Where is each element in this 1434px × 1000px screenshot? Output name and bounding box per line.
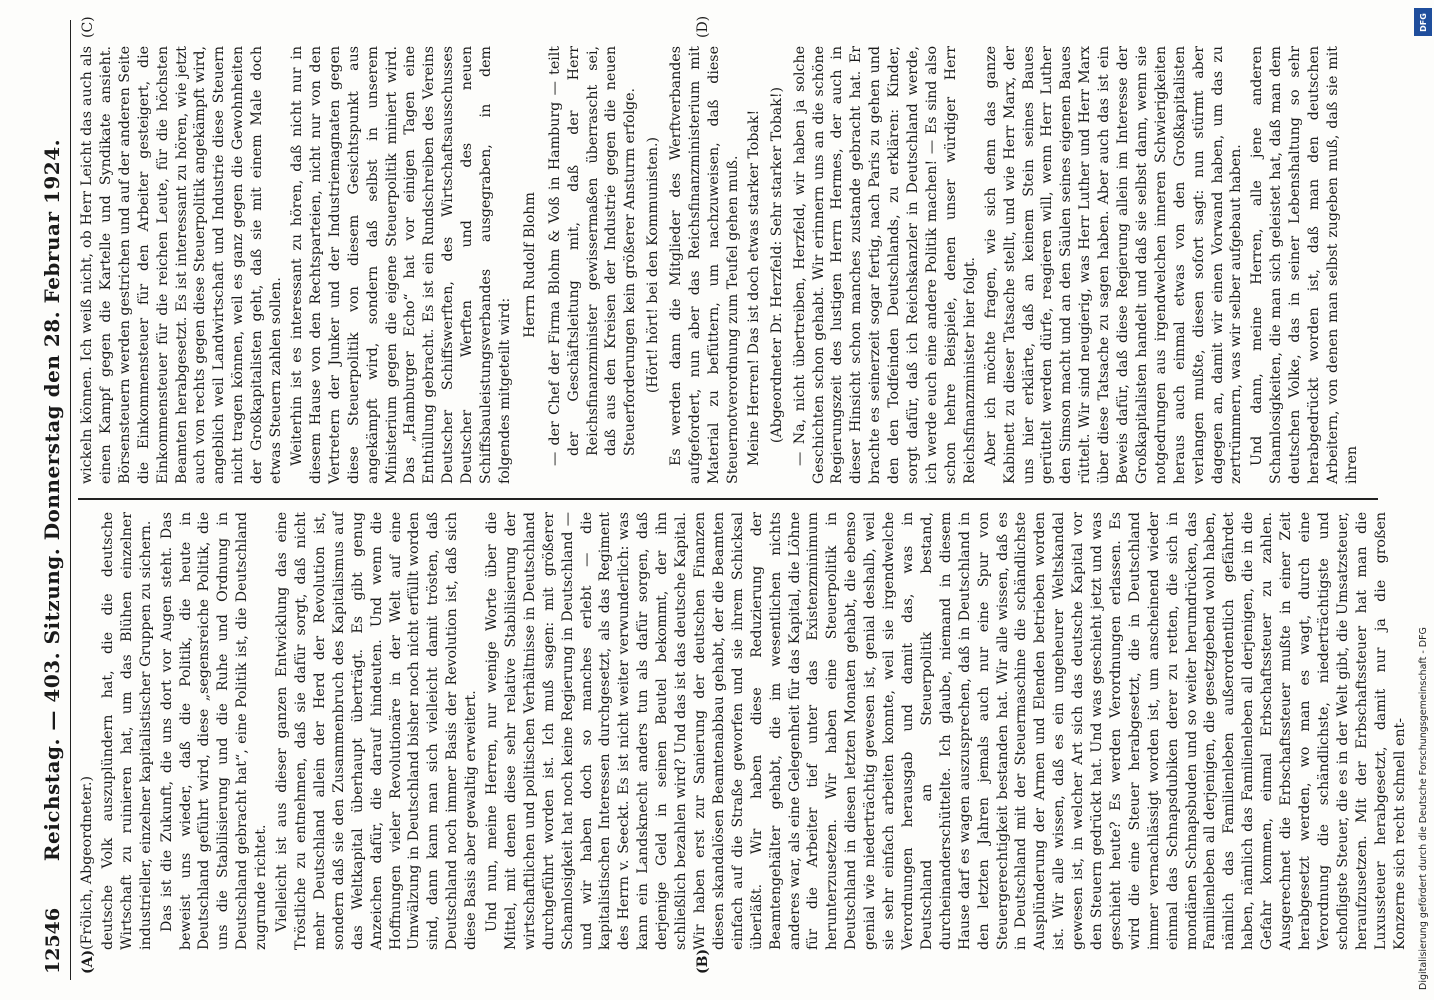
speaker-label: (Frölich, Abgeordneter.) — [79, 776, 95, 950]
interjection: (Hört! hört! bei den Kommunisten.) — [645, 136, 662, 394]
paragraph: wickeln können. Ich weiß nicht, ob Herr Leicht das auch als einen Kampf gegen die Kartelle und Syndikate ansieht. Börsensteuern werden gestrichen und auf der anderen Seite die Einkommensteuer für den Arbeiter gesteigert, die Einkommensteuer für die reichen Leute, für die höchsten Beamten herabgesetzt. Es ist interessant zu hören, wie jetzt auch von rechts gegen diese Steuerpolitik angekämpft wird, angeblich weil Landwirtschaft und Industrie diese Steuern nicht tragen können, weil es ganz gegen die Gewohnheiten der Großkapitalisten geht, daß sie mit einem Male doch etwas Steuern zahlen sollen. — [79, 46, 285, 484]
digitization-credit: Digitalisierung gefördert durch die Deutsche Forschungsgemeinschaft - DFG — [1418, 627, 1429, 990]
paragraph: deutsche Volk auszuplündern hat, die die deutsche Wirtschaft zu ruinieren hat, um das Blühen einzelner industrieller, einzelner kapitalistischer Gruppen zu sichern. — [99, 512, 154, 950]
paragraph: Vielleicht ist aus dieser ganzen Entwicklung das eine Tröstliche zu entnehmen, daß sie dafür sorgt, daß nicht mehr Deutschland allein der Herd der Revolution ist, sondern daß sie den Zusammenbruch des Kapitalismus auf das Weltkapital überhaupt überträgt. Es gibt genug Anzeichen dafür, die darauf hindeuten. Und wenn die Hoffnungen vieler Revolutionäre in der Welt auf eine Umwälzung in Deutschland bisher noch nicht erfüllt worden sind, dann kann man sich vielleicht damit trösten, daß Deutschland noch immer Basis der Revolution ist, daß sich diese Basis aber gewaltig erweitert. — [274, 512, 480, 950]
paragraph: Das ist die Zukunft, die uns dort vor Augen steht. Das beweist uns wieder, daß die Politik, die heute in Deutschland geführt wird, diese „segensreiche Politik, die uns die Stabilisierung und die Ruhe und Ordnung in Deutschland gebracht hat“, eine Politik ist, die Deutschland zugrunde richtet. — [158, 512, 270, 950]
page-header — [30, 20, 71, 980]
margin-marker-d: (D) — [695, 15, 711, 38]
quote-text: — der Chef der Firma Blohm & Voß in Hamburg — teilt der Geschäftsleitung mit, daß der Herr Reichsfinanzminister gewissermaßen überrascht sei, daß aus den Kreisen der Industrie gegen die neuen Steuerforderungen kein größerer Ansturm erfolge. — [546, 46, 639, 466]
left-column — [78, 512, 1411, 950]
margin-marker-a: (A) — [80, 949, 96, 974]
paragraph: Und dann, meine Herren, alle jene anderen Schamlosigkeiten, die man sich geleistet hat, daß man dem deutschen Volke, das in seiner Lebenshaltung so sehr herabgedrückt worden ist, daß man den deutschen Arbeitern, von denen man selbst zugeben muß, daß sie mit ihren — [1249, 46, 1360, 484]
rotated-document-page — [30, 15, 1408, 980]
page-number: 12546 — [42, 907, 64, 974]
page-title: Reichstag. — 403. Sitzung. Donnerstag den 28. Februar 1924. — [40, 138, 64, 862]
paragraph: Weiterhin ist es interessant zu hören, daß nicht nur in diesem Hause von den Rechtsparteien, nicht nur von den Vertretern der Junker und der Industriemagnaten gegen diese Steuerpolitik von diesem Gesichtspunkt aus angekämpft wird, sondern daß selbst in unserem Ministerium gegen die eigene Steuerpolitik miniert wird. Das „Hamburger Echo“ hat vor einigen Tagen eine Enthüllung gebracht. Es ist ein Rundschreiben des Vereins Deutscher Schiffswerften, des Wirtschaftsausschusses Deutscher Werften und des neuen Schiffsbauleistungsverbandes ausgegraben, in dem folgendes mitgeteilt wird: — [288, 46, 513, 484]
column-divider — [78, 499, 1378, 501]
right-column — [78, 46, 1364, 484]
interjection: (Abgeordneter Dr. Herzfeld: Sehr starker Tobak!) — [768, 86, 785, 444]
paragraph: Es werden dann die Mitglieder des Werftverbandes aufgefordert, nun aber das Reichsfinanzministerium mit Material zu befüttern, um nachzuweisen, daß diese Steuernotverordnung zum Teufel gehen muß. — [668, 46, 741, 484]
paragraph: Meine Herren! Das ist doch etwas starker Tobak! — [745, 109, 762, 466]
quote-heading: Herrn Rudolf Blohm — [521, 192, 538, 338]
dfg-logo: DFG — [1414, 8, 1432, 36]
margin-marker-b: (B) — [695, 948, 711, 974]
paragraph: Und nun, meine Herren, nur wenige Worte über die Mittel, mit denen diese sehr relative Stabilisierung der wirtschaftlichen und politischen Verhältnisse in Deutschland durchgeführt worden ist. Ich muß sagen: mit größerer Schamlosigkeit hat noch keine Regierung in Deutschland — und wir haben doch so manches erlebt — die kapitalistischen Interessen durchgesetzt, als das Regiment des Herrn v. Seeckt. Es ist nicht weiter verwunderlich: was kann ein Landsknecht anders tun als dafür sorgen, daß derjenige Geld in seinen Beutel bekommt, der ihn schließlich bezahlen wird? Und das ist das deutsche Kapital. Wir haben erst zur Sanierung der deutschen Finanzen diesen skandalösen Beamtenabbau gehabt, der die Beamten einfach auf die Straße geworfen und sie ihrem Schicksal überläßt. Wir haben diese Reduzierung der Beamtengehälter gehabt, die im wesentlichen nichts anderes war, als eine Gelegenheit für das Kapital, die Löhne für die Arbeiter tief unter das Existenzminimum herunterzusetzen. Wir haben eine Steuerpolitik in Deutschland in diesen letzten Monaten gehabt, die ebenso genial wie niederträchtig gewesen ist, genial deshalb, weil sie sehr einfach arbeiten konnte, weil sie irgendwelche Verordnungen herausgab und damit das, was in Deutschland an Steuerpolitik bestand, durcheinanderschüttelte. Ich glaube, niemand in diesem Hause darf es wagen auszusprechen, daß in Deutschland in den letzten Jahren jemals auch nur eine Spur von Steuergerechtigkeit bestanden hat. Wir alle wissen, daß es in Deutschland mit der Steuermaschine die schändlichste Ausplünderung der Armen und Elenden betrieben worden ist. Wir alle wissen, daß es ein ungeheurer Weltskandal gewesen ist, in welcher Art sich das deutsche Kapital vor den Steuern gedrückt hat. Und was geschieht jetzt und was geschieht heute? Es werden Verordnungen erlassen. Es wird die eine Steuer herabgesetzt, die in Deutschland immer vernachlässigt worden ist, um anscheinend wieder einmal das Schnapsdubiken derer zu retten, die sich in mondänen Schnapsbuden und so weiter herumdrücken, das Familienleben all derjenigen, die gesetzgebend wohl haben, nämlich das Familienleben außerordentlich gefährdet haben, nämlich das Familienleben all derjenigen, die in die Gefahr kommen, einmal Erbschaftssteuer zu zahlen. Ausgerechnet die Erbschaftssteuer mußte in einer Zeit herabgesetzt werden, wo man es wagt, durch eine Verordnung die schändlichste, niederträchtigste und schofligste Steuer, die es in der Welt gibt, die Umsatzsteuer, heraufzusetzen. Mit der Erbschaftssteuer hat man die Luxussteuer herabgesetzt, damit nur ja die großen Konzerne sich recht schnell ent- — [484, 512, 1408, 950]
margin-marker-c: (C) — [80, 16, 96, 38]
paragraph: — Na, nicht übertreiben, Herzfeld, wir haben ja solche Geschichten schon gehabt. Wir erinnern uns an die schöne Regierungszeit des lustigen Herrn Hermes, der auch in dieser Hinsicht schon manches zustande gebracht hat. Er brachte es seinerzeit sogar fertig, nach Paris zu gehen und den den Todfeinden Deutschlands, zu erklären: Kinder, sorgt dafür, daß ich Reichskanzler in Deutschland werde, ich werde euch eine andere Politik machen! — Es sind also schon hehre Beispiele, denen unser würdiger Herr Reichsfinanzminister hier folgt. — [791, 46, 978, 484]
paragraph: Aber ich möchte fragen, wie sich denn das ganze Kabinett zu dieser Tatsache stellt, und wie Herr Marx, der uns hier erklärte, daß an keinem Stein seines Baues gerüttelt werden dürfe, reagieren will, wenn Herr Luther den Simson macht und an den Säulen seines eigenen Baues rüttelt. Wir sind neugierig, was Herr Luther und Herr Marx über diese Tatsache zu sagen haben. Aber auch das ist ein Beweis dafür, daß diese Regierung allein im Interesse der Großkapitalisten handelt und daß sie selbst dann, wenn sie notgedrungen aus irgendwelchen inneren Schwierigkeiten heraus auch einmal etwas von den Großkapitalisten verlangen mußte, diesen sofort sagt: nun stürmt aber dagegen an, damit wir einen Vorwand haben, um das zu zertrümmern, was wir selber aufgebaut haben. — [982, 46, 1245, 484]
